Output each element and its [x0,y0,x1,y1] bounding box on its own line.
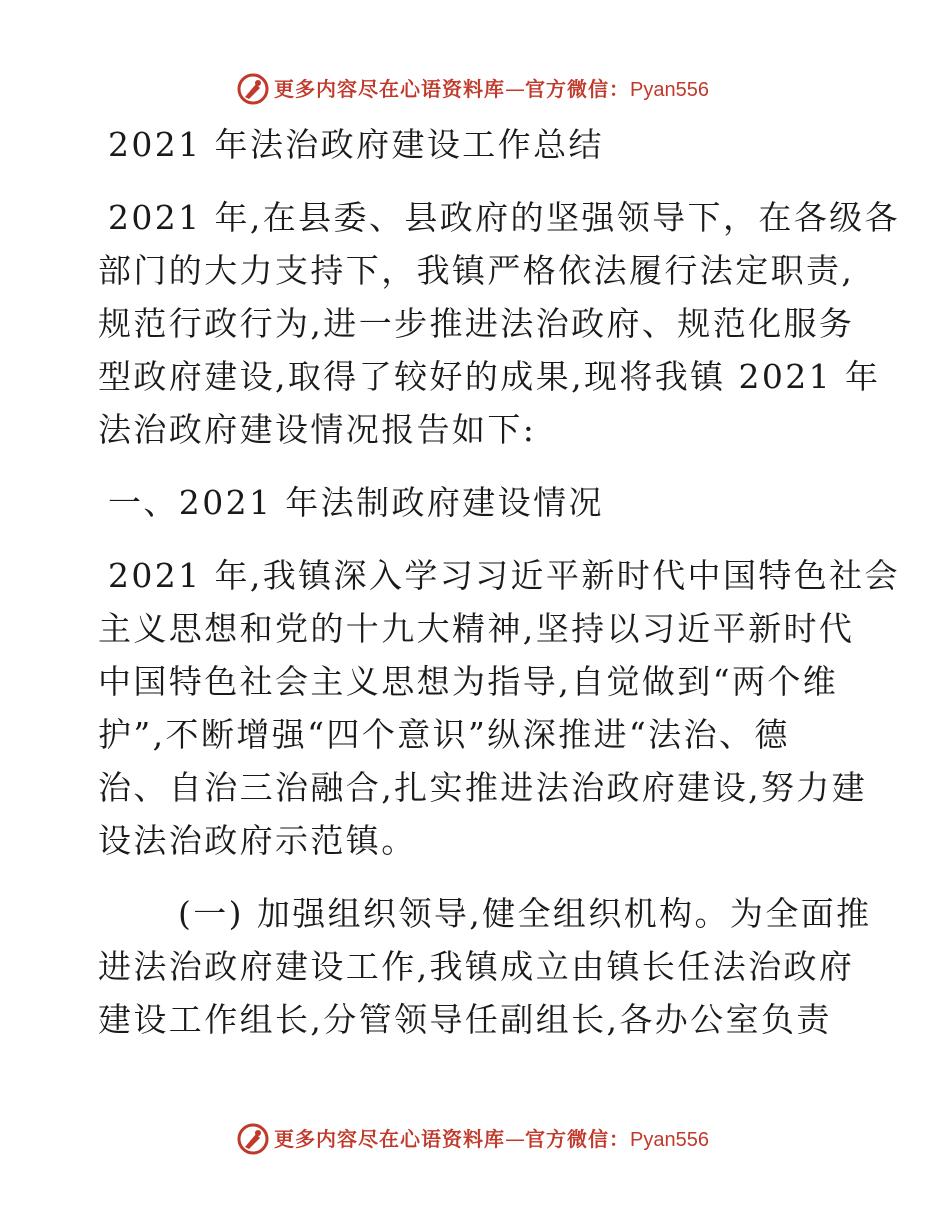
spacer [98,456,858,476]
pen-nib-logo-icon [236,72,270,106]
section-line: 护”,不断增强“四个意识”纵深推进“法治、德 [98,715,790,754]
subsection-line: 建设工作组长,分管领导任副组长,各办公室负责 [98,1000,832,1039]
intro-line: 型政府建设,取得了较好的成果,现将我镇 2021 年 [98,357,881,396]
watermark-official-label: 官方微信： [525,77,630,101]
intro-line: 部门的大力支持下，我镇严格依法履行法定职责, [98,251,855,290]
watermark-main-text: 更多内容尽在心语资料库 [274,1127,505,1151]
document-body [98,118,900,1046]
section-heading: 一、2021 年法制政府建设情况 [108,483,604,522]
section-line: 中国特色社会主义思想为指导,自觉做到“两个维 [98,662,839,701]
watermark-dash: — [505,1127,525,1151]
section-line: 2021 年,我镇深入学习习近平新时代中国特色社会 [108,556,900,595]
header-watermark [0,72,950,106]
spacer [98,529,858,549]
subsection-line: (一) 加强组织领导,健全组织机构。为全面推 [178,894,872,933]
watermark-wechat-id: Pyan556 [630,79,709,101]
spacer [98,867,858,887]
footer-watermark [0,1122,950,1156]
pen-nib-logo-icon [236,1122,270,1156]
section-line: 治、自治三治融合,扎实推进法治政府建设,努力建 [98,768,868,807]
intro-line: 2021 年,在县委、县政府的坚强领导下，在各级各 [108,198,900,237]
watermark-dash: — [505,77,525,101]
watermark-main-text: 更多内容尽在心语资料库 [274,77,505,101]
intro-line: 规范行政行为,进一步推进法治政府、规范化服务 [98,304,855,343]
watermark-text [274,1126,709,1153]
subsection-line: 进法治政府建设工作,我镇成立由镇长任法治政府 [98,947,855,986]
document-title: 2021 年法治政府建设工作总结 [108,125,604,164]
section-line: 主义思想和党的十九大精神,坚持以习近平新时代 [98,609,855,648]
watermark-official-label: 官方微信： [525,1127,630,1151]
watermark-text [274,76,709,103]
spacer [98,171,858,191]
watermark-wechat-id: Pyan556 [630,1129,709,1151]
intro-line: 法治政府建设情况报告如下: [98,410,537,449]
section-line: 设法治政府示范镇。 [98,821,417,860]
